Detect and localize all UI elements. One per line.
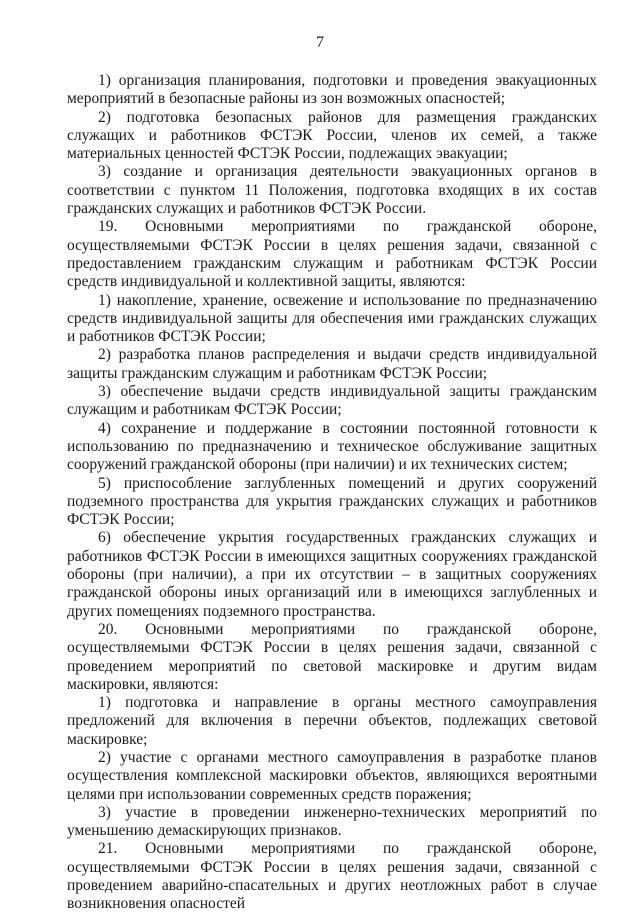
- paragraph: 3) обеспечение выдачи средств индивидуальной защиты гражданским служащим и работникам ФСТЭК России;: [67, 383, 597, 419]
- paragraph: 4) сохранение и поддержание в состоянии постоянной готовности к использованию по предназначению и техническое обслуживание защитных сооружений гражданской обороны (при наличии) и их технических систем;: [67, 419, 597, 474]
- paragraph: 19. Основными мероприятиями по гражданской обороне, осуществляемыми ФСТЭК России в целях решения задачи, связанной с предоставлением гражданским служащим и работникам ФСТЭК России средств индивидуальной и коллективной защиты, являются:: [67, 218, 597, 291]
- paragraph: 1) подготовка и направление в органы местного самоуправления предложений для включения в перечни объектов, подлежащих световой маскировке;: [67, 694, 597, 748]
- paragraph: 1) организация планирования, подготовки и проведения эвакуационных мероприятий в безопасные районы из зон возможных опасностей;: [67, 72, 597, 108]
- paragraph: 2) участие с органами местного самоуправления в разработке планов осуществления комплексной маскировки объектов, являющихся вероятными целями при использовании современных средств поражения;: [67, 748, 597, 803]
- paragraph: 5) приспособление заглубленных помещений и других сооружений подземного пространства для укрытия гражданских служащих и работников ФСТЭК России;: [67, 474, 597, 529]
- page-number: 7: [316, 34, 324, 51]
- paragraph: 2) подготовка безопасных районов для размещения гражданских служащих и работников ФСТЭК России, членов их семей, а также материальных ценностей ФСТЭК России, подлежащих эвакуации;: [67, 108, 597, 163]
- paragraph: 3) участие в проведении инженерно-технических мероприятий по уменьшению демаскирующих признаков.: [67, 803, 597, 840]
- paragraph: 6) обеспечение укрытия государственных гражданских служащих и работников ФСТЭК России в имеющихся защитных сооружениях гражданской обороны (при наличии), а при их отсутствии – в защитных сооружениях гражданской обороны иных организаций или в имеющихся заглубленных и других помещениях подземного пространства.: [67, 529, 597, 620]
- paragraph: 21. Основными мероприятиями по гражданской обороне, осуществляемыми ФСТЭК России в целях решения задачи, связанной с проведением аварийно-спасательных и других неотложных работ в случае возникновения опасностей: [67, 840, 597, 913]
- document-body: [67, 72, 597, 914]
- paragraph: 20. Основными мероприятиями по гражданской обороне, осуществляемыми ФСТЭК России в целях решения задачи, связанной с проведением мероприятий по световой маскировке и другим видам маскировки, являются:: [67, 620, 597, 693]
- paragraph: 2) разработка планов распределения и выдачи средств индивидуальной защиты гражданским служащим и работникам ФСТЭК России;: [67, 346, 597, 382]
- paragraph: 1) накопление, хранение, освежение и использование по предназначению средств индивидуальной защиты для обеспечения ими гражданских служащих и работников ФСТЭК России;: [67, 291, 597, 346]
- paragraph: 3) создание и организация деятельности эвакуационных органов в соответствии с пунктом 11 Положения, подготовка входящих в их состав гражданских служащих и работников ФСТЭК России.: [67, 163, 597, 218]
